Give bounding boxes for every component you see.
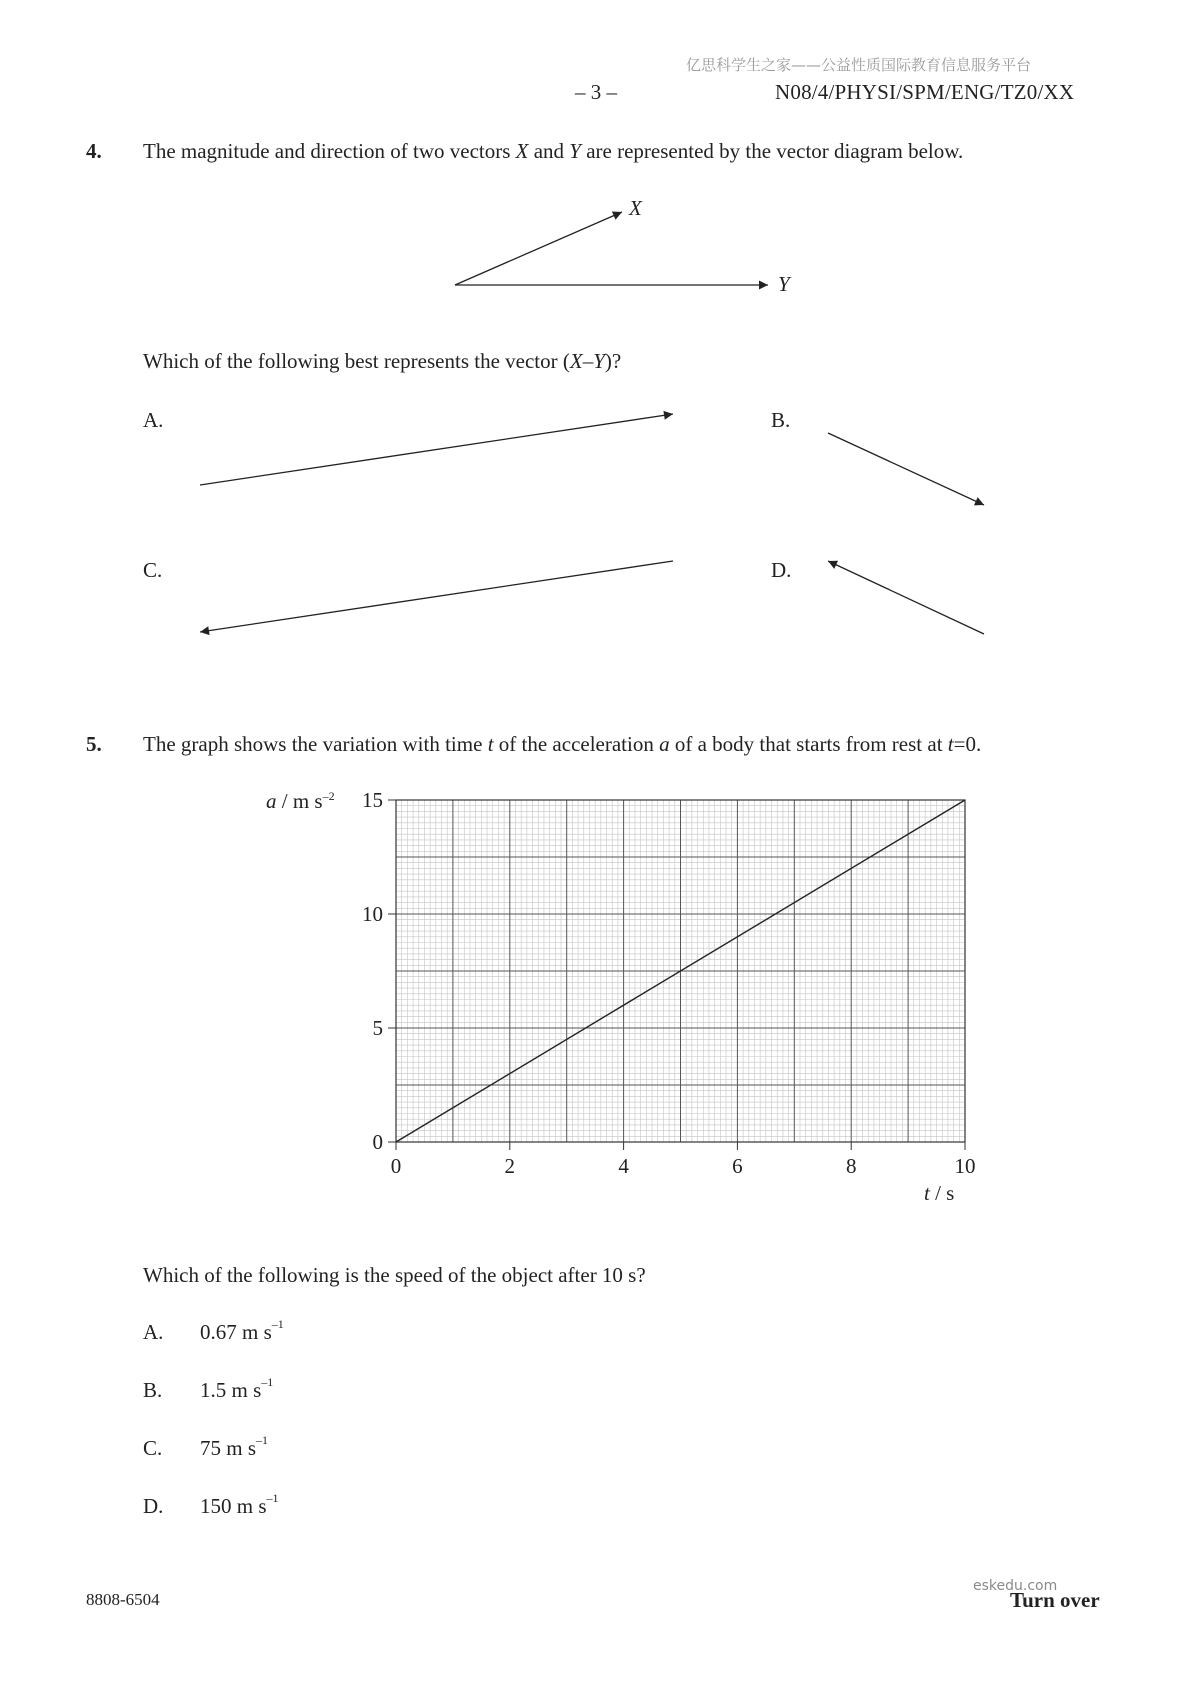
q5-option-d-letter: D. <box>143 1494 164 1518</box>
q4-option-c-letter: C. <box>143 558 163 582</box>
question-4-prompt: Which of the following best represents the vector (X–Y)? <box>143 349 622 373</box>
vector-y-label: Y <box>778 272 790 296</box>
x-axis-label: t / s <box>924 1181 955 1205</box>
y-tick-label: 10 <box>362 902 383 926</box>
question-4-text: The magnitude and direction of two vectors X and Y are represented by the vector diagram below. <box>143 139 964 163</box>
q4-option-b-letter: B. <box>771 408 791 432</box>
q5-option-a-value: 0.67 m $s^{-1}$ <box>200 1317 284 1344</box>
question-5-number: 5. <box>86 732 102 756</box>
q4-option-a-letter: A. <box>143 408 164 432</box>
y-tick-label: 5 <box>372 1016 383 1040</box>
x-tick-label: 6 <box>732 1154 743 1178</box>
x-tick-label: 8 <box>845 1154 857 1178</box>
x-tick-label: 10 <box>954 1154 976 1178</box>
y-tick-label: 0 <box>372 1130 383 1154</box>
y-axis-label: a / m $s^{-2}$ <box>266 789 335 813</box>
turn-over: Turn over <box>1010 1588 1100 1612</box>
question-5-prompt: Which of the following is the speed of the object after 10 s? <box>143 1263 646 1287</box>
question-5-text: The graph shows the variation with time t of the acceleration a of a body that starts from rest at t=0. <box>143 732 982 756</box>
q5-option-c-value: 75 m $s^{-1}$ <box>200 1433 269 1460</box>
footer-watermark: eskedu.com <box>973 1578 1058 1594</box>
vector-x-label: X <box>629 196 642 220</box>
question-4-number: 4. <box>86 139 102 163</box>
q5-option-d-value: 150 m $s^{-1}$ <box>200 1491 279 1518</box>
x-tick-label: 2 <box>504 1154 516 1178</box>
y-tick-label: 15 <box>362 788 383 812</box>
q5-option-c-letter: C. <box>143 1436 163 1460</box>
footer-code: 8808-6504 <box>86 1590 160 1609</box>
header-watermark: 亿思科学生之家——公益性质国际教育信息服务平台 <box>686 56 1032 74</box>
q5-option-b-value: 1.5 m $s^{-1}$ <box>200 1375 274 1402</box>
exam-code: N08/4/PHYSI/SPM/ENG/TZ0/XX <box>775 80 1075 104</box>
q5-option-b-letter: B. <box>143 1378 163 1402</box>
q4-option-d-letter: D. <box>771 558 792 582</box>
x-tick-label: 0 <box>390 1154 402 1178</box>
q5-option-a-letter: A. <box>143 1320 164 1344</box>
x-tick-label: 4 <box>618 1154 629 1178</box>
page-number: – 3 – <box>575 80 617 104</box>
axis-ticks <box>362 788 976 1178</box>
